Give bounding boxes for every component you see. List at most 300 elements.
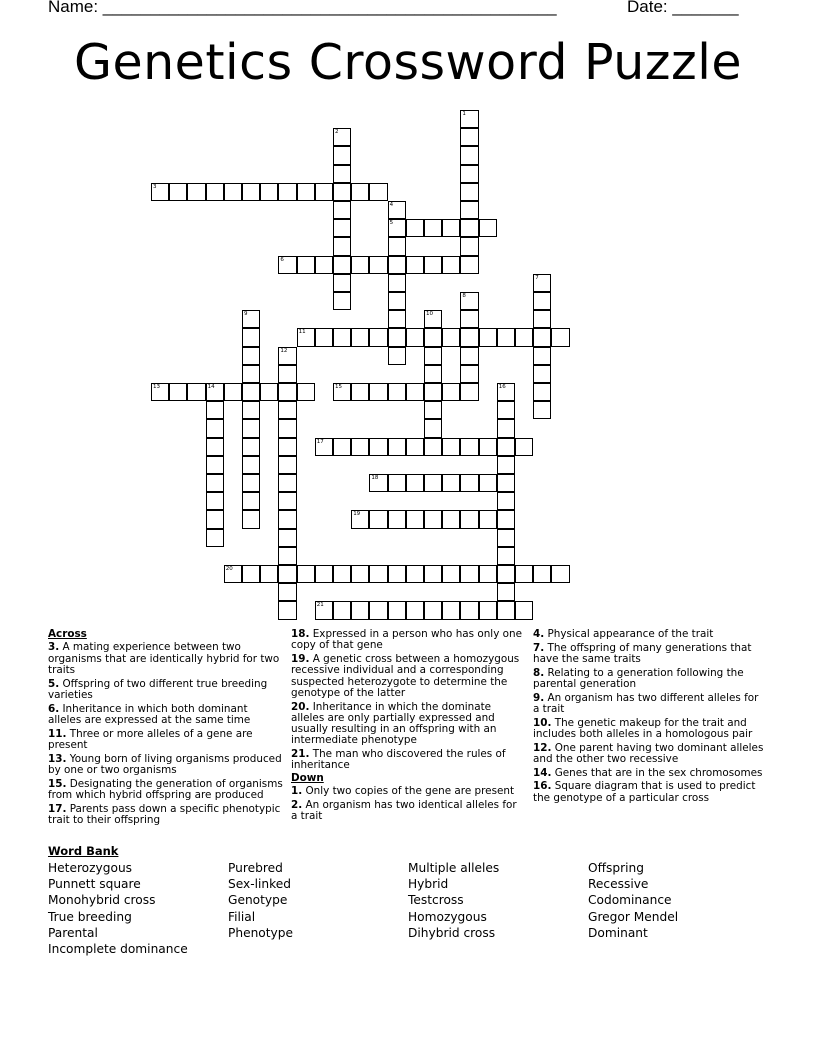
grid-cell[interactable] [460,601,478,619]
grid-cell[interactable] [424,383,442,401]
date-field-label: Date: _______ [627,0,739,16]
grid-cell[interactable] [206,183,224,201]
clue-item-number: 1. [291,785,303,798]
grid-cell[interactable] [388,292,406,310]
grid-cell[interactable] [333,292,351,310]
grid-cell[interactable] [351,601,369,619]
clue-number: 7 [535,274,539,281]
grid-cell[interactable] [515,565,533,583]
grid-cell[interactable] [515,601,533,619]
grid-cell[interactable] [369,183,387,201]
grid-cell[interactable] [442,438,460,456]
grid-cell[interactable] [406,256,424,274]
grid-cell[interactable] [242,419,260,437]
clue-number: 11 [298,329,306,336]
grid-cell[interactable] [424,328,442,346]
word-bank-item: Dominant [588,925,648,940]
name-field-label: Name: ________________________________________________ [48,0,557,16]
grid-cell[interactable] [533,347,551,365]
word-bank-item: Dihybrid cross [408,925,496,940]
grid-cell[interactable] [424,310,442,328]
grid-cell[interactable] [533,292,551,310]
word-bank-item: Parental [48,925,98,940]
grid-cell[interactable] [242,565,260,583]
grid-cell[interactable] [497,401,515,419]
grid-cell[interactable] [242,365,260,383]
clue-item-text: Parents pass down a specific phenotypic trait to their offspring [48,802,281,826]
grid-cell[interactable] [460,438,478,456]
clue-item-text: An organism has two identical alleles for a trait [291,799,517,823]
grid-cell[interactable] [351,183,369,201]
grid-cell[interactable] [278,565,296,583]
grid-cell[interactable] [515,328,533,346]
grid-cell[interactable] [278,529,296,547]
word-bank-item: Sex-linked [228,877,291,892]
word-bank-item: Heterozygous [48,861,133,875]
grid-cell[interactable] [479,219,497,237]
grid-cell[interactable] [315,328,333,346]
grid-cell[interactable] [369,438,387,456]
grid-cell[interactable] [351,256,369,274]
word-bank-item: Monohybrid cross [48,893,156,908]
grid-cell[interactable] [260,183,278,201]
word-bank-item: Recessive [588,877,649,892]
grid-cell[interactable] [533,365,551,383]
grid-cell[interactable] [460,328,478,346]
grid-cell[interactable] [533,310,551,328]
grid-cell[interactable] [406,601,424,619]
grid-cell[interactable] [460,237,478,255]
clue-item-number: 20. [291,700,310,713]
clues-column-3 [533,629,768,806]
clue-number: 9 [244,311,248,318]
grid-cell[interactable] [442,383,460,401]
clue-item-number: 9. [533,691,545,704]
grid-cell[interactable] [497,492,515,510]
clue-number: 16 [498,384,506,390]
grid-cell[interactable] [315,183,333,201]
clue-number: 8 [462,293,466,299]
grid-cell[interactable] [442,565,460,583]
grid-cell[interactable] [497,547,515,565]
clue-number: 6 [280,256,284,263]
grid-cell[interactable] [424,474,442,492]
grid-cell[interactable] [297,183,315,201]
grid-cell[interactable] [315,438,333,456]
grid-cell[interactable] [460,183,478,201]
grid-cell[interactable] [406,565,424,583]
clue-item-text: Inheritance in which the dominate alleles are only partially expressed and usually resulting in an offspring with an intermediate phenotype [291,700,497,747]
grid-cell[interactable] [515,438,533,456]
grid-cell[interactable] [460,365,478,383]
grid-cell[interactable] [333,128,351,146]
clue-item [48,804,284,827]
word-bank-column-2 [228,860,293,941]
grid-cell[interactable] [497,419,515,437]
clue-number: 17 [316,438,324,445]
grid-cell[interactable] [388,601,406,619]
grid-cell[interactable] [460,510,478,528]
clue-number: 12 [280,347,288,354]
grid-cell[interactable] [151,383,169,401]
grid-cell[interactable] [497,383,515,401]
grid-cell[interactable] [206,438,224,456]
grid-cell[interactable] [369,510,387,528]
grid-cell[interactable] [315,565,333,583]
grid-cell[interactable] [206,401,224,419]
grid-cell[interactable] [333,201,351,219]
grid-cell[interactable] [424,601,442,619]
grid-cell[interactable] [278,365,296,383]
clue-item-number: 17. [48,802,67,815]
grid-cell[interactable] [388,347,406,365]
grid-cell[interactable] [388,274,406,292]
grid-cell[interactable] [369,474,387,492]
grid-cell[interactable] [460,165,478,183]
grid-cell[interactable] [278,547,296,565]
grid-cell[interactable] [151,183,169,201]
grid-cell[interactable] [333,183,351,201]
clue-item [291,749,523,772]
clue-item [291,702,523,747]
grid-cell[interactable] [333,565,351,583]
grid-cell[interactable] [406,328,424,346]
grid-cell[interactable] [169,383,187,401]
grid-cell[interactable] [424,438,442,456]
grid-cell[interactable] [479,438,497,456]
grid-cell[interactable] [297,565,315,583]
clue-item-text: Physical appearance of the trait [544,628,714,640]
grid-cell[interactable] [369,565,387,583]
grid-cell[interactable] [206,510,224,528]
grid-cell[interactable] [333,256,351,274]
grid-cell[interactable] [224,183,242,201]
clue-item-text: Expressed in a person who has only one copy of that gene [291,628,522,652]
grid-cell[interactable] [333,165,351,183]
grid-cell[interactable] [424,401,442,419]
grid-cell[interactable] [333,438,351,456]
grid-cell[interactable] [351,383,369,401]
grid-cell[interactable] [442,601,460,619]
grid-cell[interactable] [533,383,551,401]
grid-cell[interactable] [278,510,296,528]
clue-item-number: 19. [291,652,310,665]
grid-cell[interactable] [497,438,515,456]
clue-item [533,629,768,640]
clue-number: 18 [371,475,379,481]
grid-cell[interactable] [388,510,406,528]
clue-item [48,754,284,777]
grid-cell[interactable] [315,256,333,274]
grid-cell[interactable] [442,474,460,492]
grid-cell[interactable] [242,438,260,456]
grid-cell[interactable] [460,219,478,237]
clue-number: 15 [335,384,342,390]
clue-item [533,718,768,741]
grid-cell[interactable] [278,401,296,419]
word-bank-column-1 [48,860,188,957]
grid-cell[interactable] [224,565,242,583]
grid-cell[interactable] [351,565,369,583]
clue-item-text: The offspring of many generations that have the same traits [533,641,752,665]
grid-cell[interactable] [242,474,260,492]
word-bank-item: Offspring [588,861,644,875]
grid-cell[interactable] [278,601,296,619]
word-bank-item: Homozygous [408,909,487,924]
grid-cell[interactable] [497,510,515,528]
grid-cell[interactable] [333,328,351,346]
grid-cell[interactable] [278,438,296,456]
clue-item-number: 2. [291,799,303,812]
grid-cell[interactable] [297,328,315,346]
grid-cell[interactable] [351,438,369,456]
clue-item [48,642,284,676]
clue-item [533,781,768,804]
grid-cell[interactable] [424,256,442,274]
word-bank-item: Codominance [588,893,672,908]
clue-item-number: 6. [48,702,60,715]
grid-cell[interactable] [479,565,497,583]
grid-cell[interactable] [442,256,460,274]
grid-cell[interactable] [479,510,497,528]
grid-cell[interactable] [533,274,551,292]
grid-cell[interactable] [224,383,242,401]
grid-cell[interactable] [497,601,515,619]
clue-item [48,779,284,802]
grid-cell[interactable] [206,529,224,547]
clue-number: 4 [389,202,394,208]
clue-item [533,768,768,779]
down-heading: Down [291,772,324,785]
grid-cell[interactable] [442,328,460,346]
grid-cell[interactable] [406,510,424,528]
clue-item-text: A genetic cross between a homozygous recessive individual and a corresponding suspected heterozygote to determine the genotype of the latter [291,652,520,699]
clue-number: 3 [153,183,157,190]
grid-cell[interactable] [242,456,260,474]
grid-cell[interactable] [278,456,296,474]
grid-cell[interactable] [388,256,406,274]
clue-item [291,800,523,823]
grid-cell[interactable] [406,438,424,456]
grid-cell[interactable] [460,110,478,128]
grid-cell[interactable] [460,256,478,274]
grid-cell[interactable] [333,146,351,164]
grid-cell[interactable] [369,328,387,346]
grid-cell[interactable] [297,256,315,274]
grid-cell[interactable] [460,128,478,146]
grid-cell[interactable] [206,383,224,401]
grid-cell[interactable] [533,328,551,346]
grid-cell[interactable] [351,328,369,346]
grid-cell[interactable] [424,565,442,583]
grid-cell[interactable] [333,601,351,619]
clue-item-number: 13. [48,752,67,765]
clue-item-number: 16. [533,780,552,793]
clue-item-text: The genetic makeup for the trait and includes both alleles in a homologous pair [533,716,753,740]
word-bank-item: Punnett square [48,877,141,892]
grid-cell[interactable] [278,383,296,401]
word-bank-column-3 [408,860,499,941]
grid-cell[interactable] [442,510,460,528]
grid-cell[interactable] [388,310,406,328]
clue-item-number: 5. [48,677,60,690]
grid-cell[interactable] [388,201,406,219]
word-bank-item: Genotype [228,893,288,908]
grid-cell[interactable] [278,256,296,274]
word-bank-item: Incomplete dominance [48,942,188,957]
grid-cell[interactable] [278,419,296,437]
grid-cell[interactable] [278,583,296,601]
grid-cell[interactable] [333,219,351,237]
word-bank-title: Word Bank [48,844,119,858]
word-bank-column-4 [588,860,678,941]
grid-cell[interactable] [388,328,406,346]
word-bank-item: True breeding [48,909,132,924]
grid-cell[interactable] [242,347,260,365]
clue-item-text: Offspring of two different true breeding varieties [48,677,268,701]
grid-cell[interactable] [278,347,296,365]
grid-cell[interactable] [424,419,442,437]
grid-cell[interactable] [388,383,406,401]
clue-item-text: Young born of living organisms produced by one or two organisms [48,752,282,776]
grid-cell[interactable] [460,474,478,492]
word-bank-item: Filial [228,909,256,924]
grid-cell[interactable] [424,510,442,528]
grid-cell[interactable] [242,328,260,346]
clue-number: 5 [389,220,394,227]
clue-item-text: Genes that are in the sex chromosomes [551,766,763,779]
clue-item [533,668,768,691]
grid-cell[interactable] [315,601,333,619]
grid-cell[interactable] [479,328,497,346]
clue-item-text: Designating the generation of organisms from which hybrid offspring are produced [48,777,283,801]
grid-cell[interactable] [206,419,224,437]
page-title: Genetics Crossword Puzzle [74,34,742,91]
grid-cell[interactable] [369,256,387,274]
clue-number: 2 [335,129,339,136]
grid-cell[interactable] [206,492,224,510]
grid-cell[interactable] [260,383,278,401]
clue-item-text: The man who discovered the rules of inheritance [291,748,506,772]
grid-cell[interactable] [388,438,406,456]
grid-cell[interactable] [242,510,260,528]
clue-item [533,643,768,666]
clue-item-number: 8. [533,666,545,679]
grid-cell[interactable] [278,183,296,201]
grid-cell[interactable] [479,474,497,492]
grid-cell[interactable] [406,219,424,237]
clue-item-text: One parent having two dominant alleles and the other two recessive [533,741,764,765]
clue-item [291,654,523,699]
grid-cell[interactable] [497,529,515,547]
word-bank-item: Testcross [408,893,464,908]
grid-cell[interactable] [460,201,478,219]
grid-cell[interactable] [388,565,406,583]
grid-cell[interactable] [551,328,569,346]
grid-cell[interactable] [406,474,424,492]
grid-cell[interactable] [242,383,260,401]
clue-item-text: Square diagram that is used to predict the genotype of a particular cross [533,780,756,804]
clue-item-number: 3. [48,641,60,654]
grid-cell[interactable] [297,383,315,401]
clue-item-number: 21. [291,748,310,761]
clue-item-text: A mating experience between two organisms that are identically hybrid for two traits [48,641,280,676]
grid-cell[interactable] [388,237,406,255]
clue-item-number: 15. [48,777,67,790]
grid-cell[interactable] [260,565,278,583]
grid-cell[interactable] [333,237,351,255]
grid-cell[interactable] [442,219,460,237]
grid-cell[interactable] [369,383,387,401]
clue-item [291,786,523,797]
grid-cell[interactable] [424,347,442,365]
grid-cell[interactable] [424,219,442,237]
clue-item-text: Inheritance in which both dominant alleles are expressed at the same time [48,702,251,726]
grid-cell[interactable] [406,383,424,401]
grid-cell[interactable] [187,183,205,201]
clue-number: 14 [207,384,215,390]
grid-cell[interactable] [460,292,478,310]
grid-cell[interactable] [497,328,515,346]
clues-column-2 [291,629,523,825]
grid-cell[interactable] [333,274,351,292]
grid-cell[interactable] [187,383,205,401]
grid-cell[interactable] [533,565,551,583]
grid-cell[interactable] [460,347,478,365]
grid-cell[interactable] [278,492,296,510]
grid-cell[interactable] [388,474,406,492]
clue-number: 21 [316,602,324,609]
clue-item [48,679,284,702]
word-bank-item: Gregor Mendel [588,909,679,924]
grid-cell[interactable] [460,146,478,164]
grid-cell[interactable] [369,601,387,619]
grid-cell[interactable] [169,183,187,201]
clue-item [48,704,284,727]
word-bank-item: Hybrid [408,877,449,892]
clue-item [533,693,768,716]
grid-cell[interactable] [206,474,224,492]
grid-cell[interactable] [551,565,569,583]
grid-cell[interactable] [497,565,515,583]
grid-cell[interactable] [497,583,515,601]
grid-cell[interactable] [242,401,260,419]
grid-cell[interactable] [497,474,515,492]
clue-item-text: Only two copies of the gene are present [302,785,515,798]
clue-item-number: 10. [533,716,552,729]
grid-cell[interactable] [460,310,478,328]
grid-cell[interactable] [460,565,478,583]
grid-cell[interactable] [242,183,260,201]
grid-cell[interactable] [497,456,515,474]
grid-cell[interactable] [333,383,351,401]
grid-cell[interactable] [479,601,497,619]
clue-item [291,629,523,652]
clue-item-number: 7. [533,641,545,654]
across-heading: Across [48,628,87,640]
grid-cell[interactable] [460,383,478,401]
clue-item-number: 18. [291,628,310,640]
grid-cell[interactable] [278,474,296,492]
clues-column-1 [48,629,284,828]
grid-cell[interactable] [388,219,406,237]
grid-cell[interactable] [242,492,260,510]
grid-cell[interactable] [351,510,369,528]
grid-cell[interactable] [242,310,260,328]
grid-cell[interactable] [533,401,551,419]
grid-cell[interactable] [424,365,442,383]
grid-cell[interactable] [206,456,224,474]
